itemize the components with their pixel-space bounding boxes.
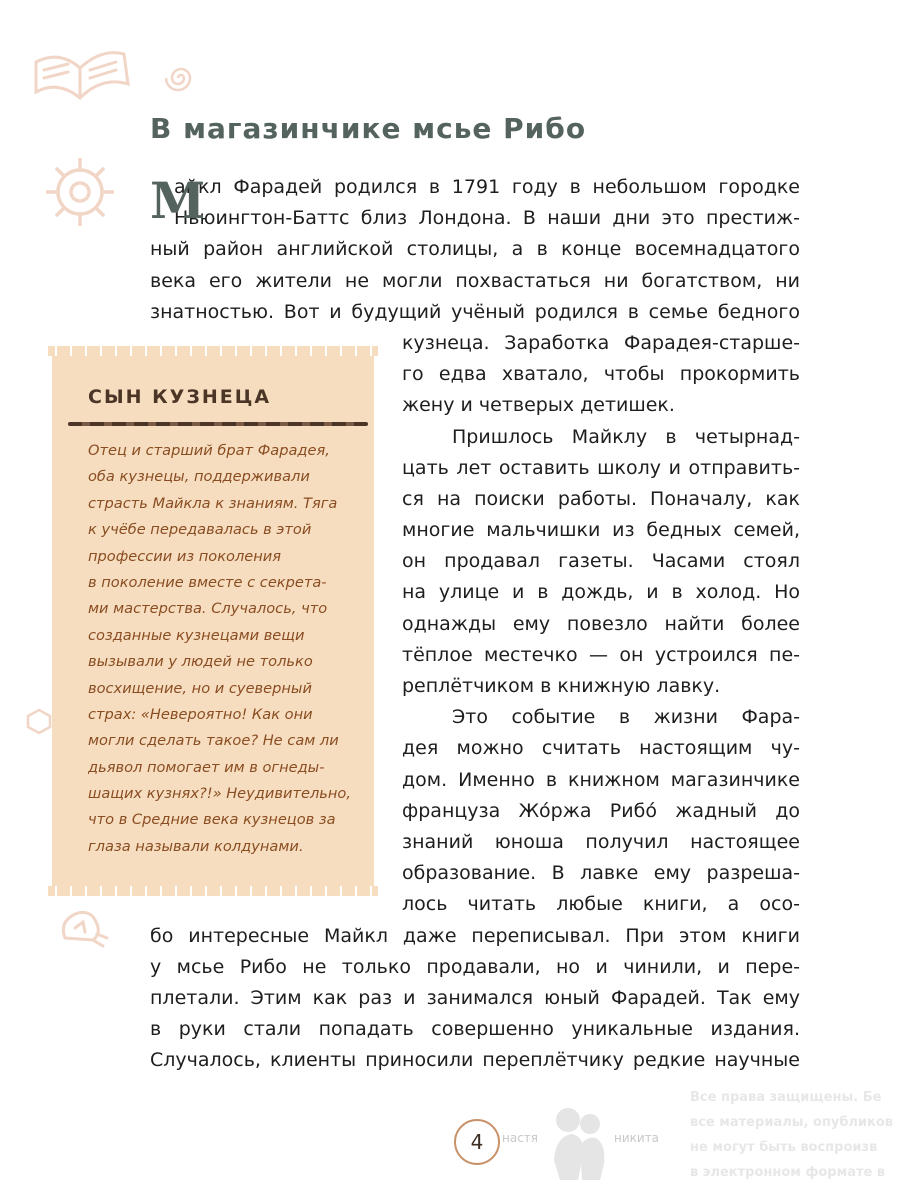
page-title: В магазинчике мсье Рибо — [150, 112, 587, 145]
sidebar-line: что в Средние века кузнецов за — [88, 811, 336, 829]
sidebar-line: дьявол помогает им в огнеды- — [88, 758, 325, 776]
author-left: настя — [502, 1131, 539, 1145]
spiral-icon — [165, 62, 197, 94]
sidebar-line: ми мастерства. Случалось, что — [88, 600, 328, 618]
drop-cap: М — [150, 171, 206, 230]
text-line: знаний юноша получил настоящее — [402, 830, 800, 853]
text-line: у мсье Рибо не только продавали, но и чинили, и пере- — [150, 955, 800, 978]
sidebar-line: профессии из поколения — [88, 547, 282, 565]
text-line: го едва хватало, чтобы прокормить — [402, 363, 800, 386]
text-line: ся на поиски работы. Поначалу, как — [402, 487, 800, 510]
text-line: дея можно считать настоящим чу- — [402, 737, 800, 760]
text-line: Случалось, клиенты приносили переплётчику редкие научные — [150, 1049, 800, 1072]
sidebar-line: страх: «Невероятно! Как они — [88, 705, 313, 723]
sidebar-line: могли сделать такое? Не сам ли — [88, 732, 339, 750]
sidebar-title: СЫН КУЗНЕЦА — [88, 386, 272, 408]
text-line: жену и четверых детишек. — [402, 394, 675, 417]
sidebar-line: созданные кузнецами вещи — [88, 626, 305, 644]
readers-silhouette-icon — [548, 1100, 610, 1182]
text-line: Пришлось Майклу в четырнад- — [452, 425, 800, 448]
sidebar-line: глаза называли колдунами. — [88, 837, 304, 855]
sidebar-text — [88, 438, 368, 860]
text-line: реплётчиком в книжную лавку. — [402, 675, 721, 697]
text-line: Ньюингтон-Баттс близ Лондона. В наши дни это престиж- — [174, 207, 800, 230]
open-book-icon — [28, 40, 140, 120]
copyright-line: не могут быть воспроизв — [690, 1140, 878, 1155]
sidebar-line: страсть Майкла к знаниям. Тяга — [88, 494, 338, 512]
sidebar-line: Отец и старший брат Фарадея, — [88, 442, 330, 459]
text-line: многие мальчишки из бедных семей, — [402, 519, 800, 542]
sidebar-line: в поколение вместе с секрета- — [88, 573, 327, 591]
text-line: дом. Именно в книжном магазинчике — [402, 768, 800, 791]
copyright-line: в электронном формате в — [690, 1165, 886, 1180]
text-line: знатностью. Вот и будущий учёный родился в семье бедного — [150, 300, 800, 323]
text-line: в руки стали попадать совершенно уникальные издания. — [150, 1018, 800, 1041]
copyright-notice — [690, 1085, 900, 1185]
sidebar-divider — [68, 422, 368, 426]
text-line: Это событие в жизни Фара- — [452, 706, 800, 729]
sidebar-line: к учёбе передавалась в этой — [88, 521, 312, 539]
text-line: однажды ему повезло найти более — [402, 612, 800, 635]
text-line: ный район английской столицы, а в конце восемнадцатого — [150, 238, 800, 261]
text-line: цать лет оставить школу и отправить- — [402, 456, 800, 479]
text-line: века его жители не могли похвастаться ни богатством, ни — [150, 269, 800, 292]
sidebar-line: шащих кузнях?!» Неудивительно, — [88, 785, 351, 803]
page-number: 4 — [454, 1119, 500, 1165]
lightbulb-icon — [55, 898, 121, 954]
gear-icon — [38, 150, 122, 234]
copyright-line: Все права защищены. Бе — [690, 1090, 882, 1105]
text-line: на улице и в дождь, и в холод. Но — [402, 581, 800, 604]
sidebar-line: вызывали у людей не только — [88, 653, 313, 671]
sidebar-box — [52, 352, 374, 890]
text-line: плетали. Этим как раз и занимался юный Фарадей. Так ему — [150, 986, 800, 1009]
text-line: он продавал газеты. Часами стоял — [402, 550, 800, 573]
copyright-line: все материалы, опубликов — [690, 1115, 894, 1130]
text-line: образование. В лавке ему разреша- — [402, 862, 800, 885]
text-line: кузнеца. Заработка Фарадея-старше- — [402, 331, 800, 354]
hexagon-icon — [26, 708, 52, 734]
text-line: айкл Фарадей родился в 1791 году в небольшом городке — [174, 176, 800, 198]
text-line: лось читать любые книги, а осо- — [402, 893, 800, 916]
sidebar-line: восхищение, но и суеверный — [88, 679, 312, 697]
text-line: тёплое местечко — он устроился пе- — [402, 643, 800, 666]
sidebar-line: оба кузнецы, поддерживали — [88, 468, 310, 486]
text-line: бо интересные Майкл даже переписывал. При этом книги — [150, 924, 800, 947]
author-right: никита — [614, 1131, 660, 1145]
text-line: француза Жо́ржа Рибо́ жадный до — [402, 799, 800, 822]
